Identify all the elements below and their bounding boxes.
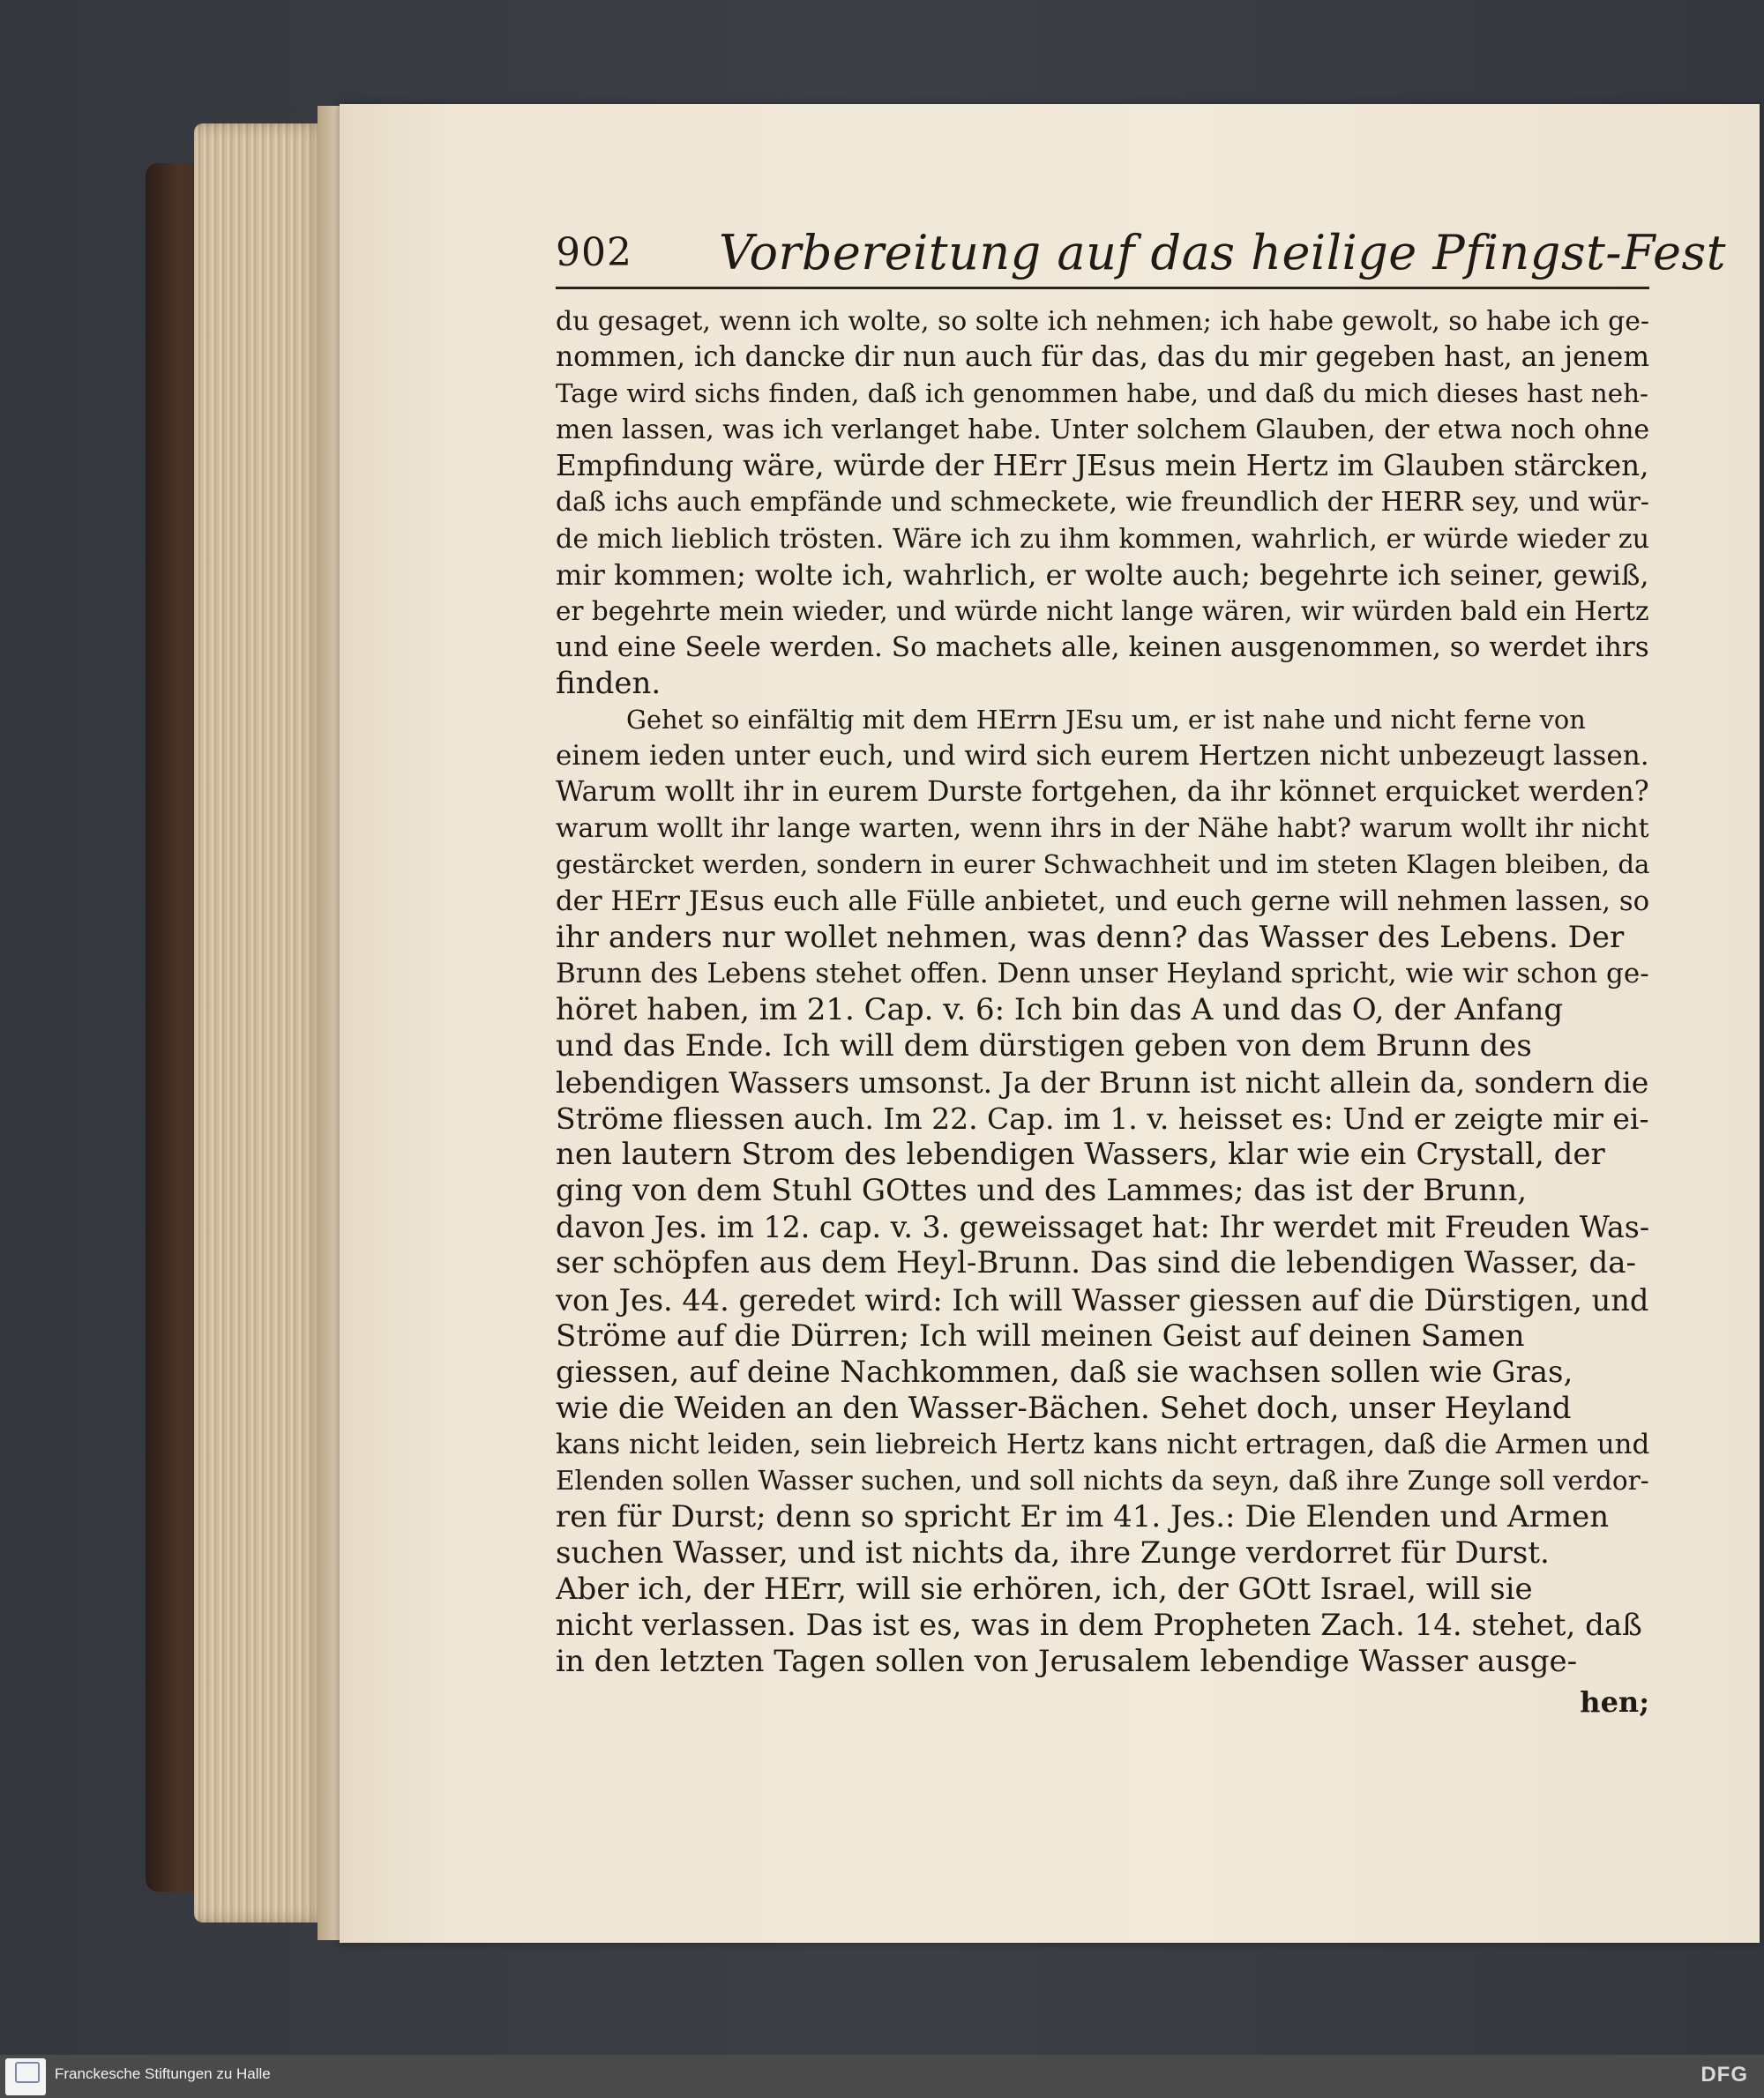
text-line: in den letzten Tagen sollen von Jerusalem lebendige Wasser ausge- — [556, 1644, 1578, 1680]
text-line: und das Ende. Ich will dem dürstigen geben von dem Brunn des — [556, 1027, 1532, 1064]
logo-mark-icon — [15, 2062, 40, 2083]
page-number: 902 — [556, 230, 632, 275]
text-line: Brunn des Lebens stehet offen. Denn unser Heyland spricht, wie wir schon ge- — [556, 957, 1649, 989]
text-line: mir kommen; wolte ich, wahrlich, er wolte auch; begehrte ich seiner, gewiß, — [556, 557, 1649, 592]
text-line: Ströme fliessen auch. Im 22. Cap. im 1. v. heisset es: Und er zeigte mir ei- — [556, 1101, 1649, 1137]
text-line: von Jes. 44. geredet wird: Ich will Wasser giessen auf die Dürstigen, und — [556, 1282, 1649, 1318]
text-line: Elenden sollen Wasser suchen, und soll nichts da seyn, daß ihre Zunge soll verdor- — [556, 1466, 1649, 1496]
text-line: daß ichs auch empfände und schmeckete, wie freundlich der HERR sey, und wür- — [556, 487, 1649, 519]
text-line: Aber ich, der HErr, will sie erhören, ich, der GOtt Israel, will sie — [556, 1572, 1533, 1608]
text-line: höret haben, im 21. Cap. v. 6: Ich bin das A und das O, der Anfang — [556, 991, 1564, 1027]
text-line: warum wollt ihr lange warten, wenn ihrs in der Nähe habt? warum wollt ihr nicht — [556, 813, 1649, 845]
text-line: Gehet so einfältig mit dem HErrn JEsu um, er ist nahe und nicht ferne von — [626, 705, 1586, 735]
page-content — [556, 225, 1726, 1721]
text-line: davon Jes. im 12. cap. v. 3. geweissaget hat: Ihr werdet mit Freuden Was- — [556, 1210, 1649, 1245]
text-line: einem ieden unter euch, und wird sich eurem Hertzen nicht unbezeugt lassen. — [556, 740, 1649, 773]
text-line: du gesaget, wenn ich wolte, so solte ich nehmen; ich habe gewolt, so habe ich ge- — [556, 306, 1649, 337]
text-line: Tage wird sichs finden, daß ich genommen habe, und daß du mich dieses hast neh- — [556, 378, 1648, 409]
institution-name[interactable]: Franckesche Stiftungen zu Halle — [55, 2065, 271, 2082]
text-line: men lassen, was ich verlanget habe. Unter solchem Glauben, der etwa noch ohne — [556, 414, 1649, 446]
page-block-edge — [194, 123, 326, 1923]
text-line: lebendigen Wassers umsonst. Ja der Brunn ist nicht allein da, sondern die — [556, 1064, 1649, 1100]
text-line: suchen Wasser, und ist nichts da, ihre Zunge verdorret für Durst. — [556, 1535, 1550, 1572]
catchword: hen; — [1580, 1684, 1649, 1719]
running-head-title: Vorbereitung auf das heilige Pfingst-Fest — [719, 225, 1726, 280]
text-line: nommen, ich dancke dir nun auch für das, das du mir gegeben hast, an jenem — [556, 341, 1649, 374]
text-line: Warum wollt ihr in eurem Durste fortgehen, da ihr könnet erquicket werden? — [556, 776, 1649, 809]
text-line: nen lautern Strom des lebendigen Wassers, klar wie ein Crystall, der — [556, 1137, 1605, 1173]
text-line: Ströme auf die Dürren; Ich will meinen Geist auf deinen Samen — [556, 1318, 1525, 1354]
dfg-logo[interactable]: DFG — [1700, 2063, 1748, 2087]
text-line: finden. — [556, 665, 662, 701]
text-line: nicht verlassen. Das ist es, was in dem Propheten Zach. 14. stehet, daß — [556, 1608, 1642, 1644]
text-line: kans nicht leiden, sein liebreich Hertz kans nicht ertragen, daß die Armen und — [556, 1428, 1649, 1460]
text-line: ser schöpfen aus dem Heyl-Brunn. Das sind die lebendigen Wasser, da- — [556, 1245, 1636, 1281]
text-line: de mich lieblich trösten. Wäre ich zu ihm kommen, wahrlich, er würde wieder zu — [556, 523, 1649, 555]
text-line: der HErr JEsus euch alle Fülle anbietet, und euch gerne will nehmen lassen, so — [556, 885, 1649, 917]
text-line: giessen, auf deine Nachkommen, daß sie wachsen sollen wie Gras, — [556, 1354, 1573, 1390]
body-text — [556, 303, 1649, 1681]
text-line: ren für Durst; denn so spricht Er im 41. Jes.: Die Elenden und Armen — [556, 1499, 1610, 1535]
text-line: und eine Seele werden. So machets alle, keinen ausgenommen, so werdet ihrs — [556, 631, 1649, 663]
text-line: er begehrte mein wieder, und würde nicht lange wären, wir würden bald ein Hertz — [556, 595, 1649, 626]
text-line: Empfindung wäre, würde der HErr JEsus mein Hertz im Glauben stärcken, — [556, 449, 1649, 483]
text-line: ihr anders nur wollet nehmen, was denn? das Wasser des Lebens. Der — [556, 919, 1625, 955]
text-line: gestärcket werden, sondern in eurer Schwachheit und im steten Klagen bleiben, da — [556, 849, 1649, 880]
text-line: ging von dem Stuhl GOttes und des Lammes; das ist der Brunn, — [556, 1173, 1528, 1209]
text-line: wie die Weiden an den Wasser-Bächen. Sehet doch, unser Heyland — [556, 1390, 1572, 1426]
running-head — [556, 225, 1726, 289]
